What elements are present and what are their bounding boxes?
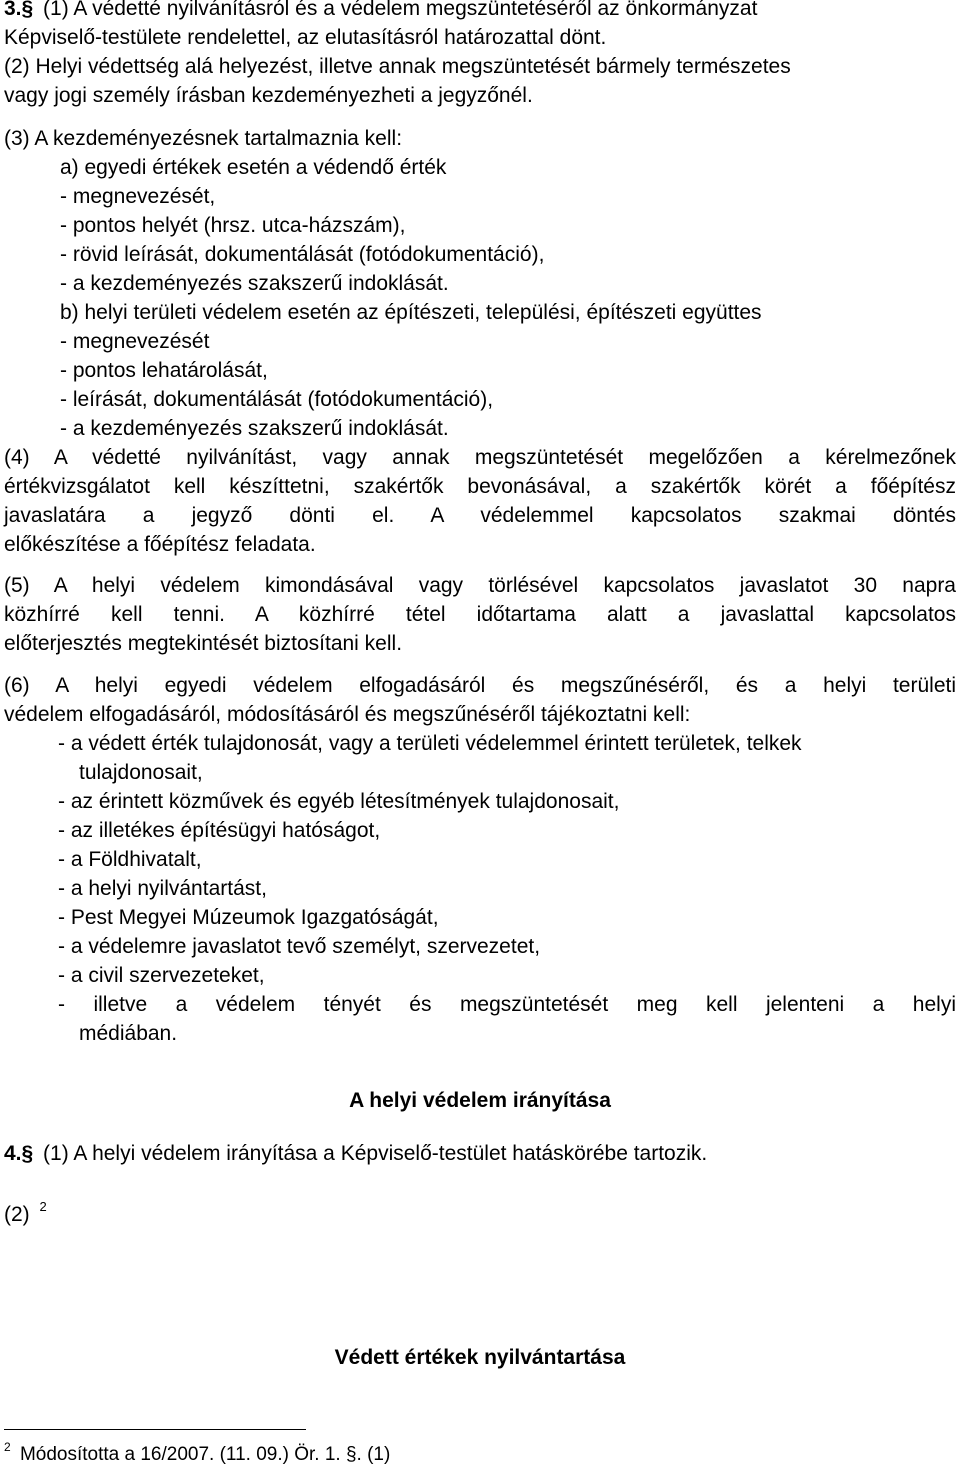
- list-item: - a védett érték tulajdonosát, vagy a területi védelemmel érintett területek, telkek: [58, 732, 802, 755]
- section-3-para-3b: b) helyi területi védelem esetén az építészeti, települési, építészeti együttes: [60, 301, 762, 324]
- footnote-reference[interactable]: 2: [39, 1199, 47, 1214]
- section-sign: §: [21, 1142, 34, 1165]
- list-item: - rövid leírását, dokumentálását (fotódokumentáció),: [60, 243, 545, 266]
- footnote-text: Módosította a 16/2007. (11. 09.) Ör. 1. §. (1): [19, 1444, 391, 1465]
- footnote: [4, 1440, 390, 1469]
- section-3-para-6-line-1: (6) A helyi egyedi védelem elfogadásáról és megszűnéséről, és a helyi területi: [4, 674, 956, 697]
- section-4-para-1: 4.§ (1) A helyi védelem irányítása a Képviselő-testület hatáskörébe tartozik.: [4, 1142, 708, 1165]
- section-3-para-1-line-1: 3.§ (1) A védetté nyilvánításról és a védelem megszüntetéséről az önkormányzat: [4, 0, 757, 23]
- list-item-continuation: tulajdonosait,: [79, 761, 203, 784]
- footnote-number: 2: [4, 1440, 11, 1454]
- section-number: 3.: [4, 0, 22, 20]
- section-3-para-2-line-2: vagy jogi személy írásban kezdeményezheti a jegyzőnél.: [4, 84, 533, 107]
- section-3-para-2-line-1: (2) Helyi védettség alá helyezést, illetve annak megszüntetését bármely természetes: [4, 55, 791, 78]
- list-item: - illetve a védelem tényét és megszüntetését meg kell jelenteni a helyi: [58, 993, 956, 1016]
- list-item: - a Földhivatalt,: [58, 848, 202, 871]
- list-item: - a védelemre javaslatot tevő személyt, szervezetet,: [58, 935, 541, 958]
- list-item: - az illetékes építésügyi hatóságot,: [58, 819, 381, 842]
- section-3-para-4-line-1: (4) A védetté nyilvánítást, vagy annak megszüntetését megelőzően a kérelmezőnek: [4, 446, 956, 469]
- section-3-para-6-line-2: védelem elfogadásáról, módosításáról és megszűnéséről tájékoztatni kell:: [4, 703, 691, 726]
- list-item: - a helyi nyilvántartást,: [58, 877, 267, 900]
- section-3-para-4-line-4: előkészítése a főépítész feladata.: [4, 533, 316, 556]
- list-item: - pontos lehatárolását,: [60, 359, 268, 382]
- list-item-continuation: médiában.: [79, 1022, 178, 1045]
- section-3-para-5-line-1: (5) A helyi védelem kimondásával vagy törlésével kapcsolatos javaslatot 30 napra: [4, 574, 956, 597]
- section-3-para-5-line-3: előterjesztés megtekintését biztosítani kell.: [4, 632, 403, 655]
- list-item: - a civil szervezeteket,: [58, 964, 265, 987]
- section-3-para-3: (3) A kezdeményezésnek tartalmaznia kell:: [4, 127, 403, 150]
- section-number: 4.: [4, 1142, 22, 1165]
- section-3-para-4-line-3: javaslatára a jegyző dönti el. A védelemmel kapcsolatos szakmai döntés: [4, 504, 956, 527]
- section-3-para-5-line-2: közhírré kell tenni. A közhírré tétel időtartama alatt a javaslattal kapcsolatos: [4, 603, 956, 626]
- list-item: - az érintett közművek és egyéb létesítmények tulajdonosait,: [58, 790, 620, 813]
- list-item: - megnevezését,: [60, 185, 216, 208]
- section-3-para-4-line-2: értékvizsgálatot kell készíttetni, szakértők bevonásával, a szakértők körét a főépítész: [4, 475, 956, 498]
- list-item: - megnevezését: [60, 330, 210, 353]
- list-item: - leírását, dokumentálását (fotódokumentáció),: [60, 388, 494, 411]
- section-4-para-2: (2) $^2$: [4, 1199, 47, 1226]
- footnote-divider: [4, 1429, 306, 1430]
- section-heading: A helyi védelem irányítása: [349, 1089, 611, 1112]
- list-item: - a kezdeményezés szakszerű indoklását.: [60, 417, 449, 440]
- list-item: - a kezdeményezés szakszerű indoklását.: [60, 272, 449, 295]
- section-sign: §: [21, 0, 34, 20]
- section-3-para-3a: a) egyedi értékek esetén a védendő érték: [60, 156, 447, 179]
- list-item: - Pest Megyei Múzeumok Igazgatóságát,: [58, 906, 439, 929]
- section-heading: Védett értékek nyilvántartása: [334, 1346, 626, 1369]
- list-item: - pontos helyét (hrsz. utca-házszám),: [60, 214, 406, 237]
- section-3-para-1-line-2: Képviselő-testülete rendelettel, az elutasításról határozattal dönt.: [4, 26, 607, 49]
